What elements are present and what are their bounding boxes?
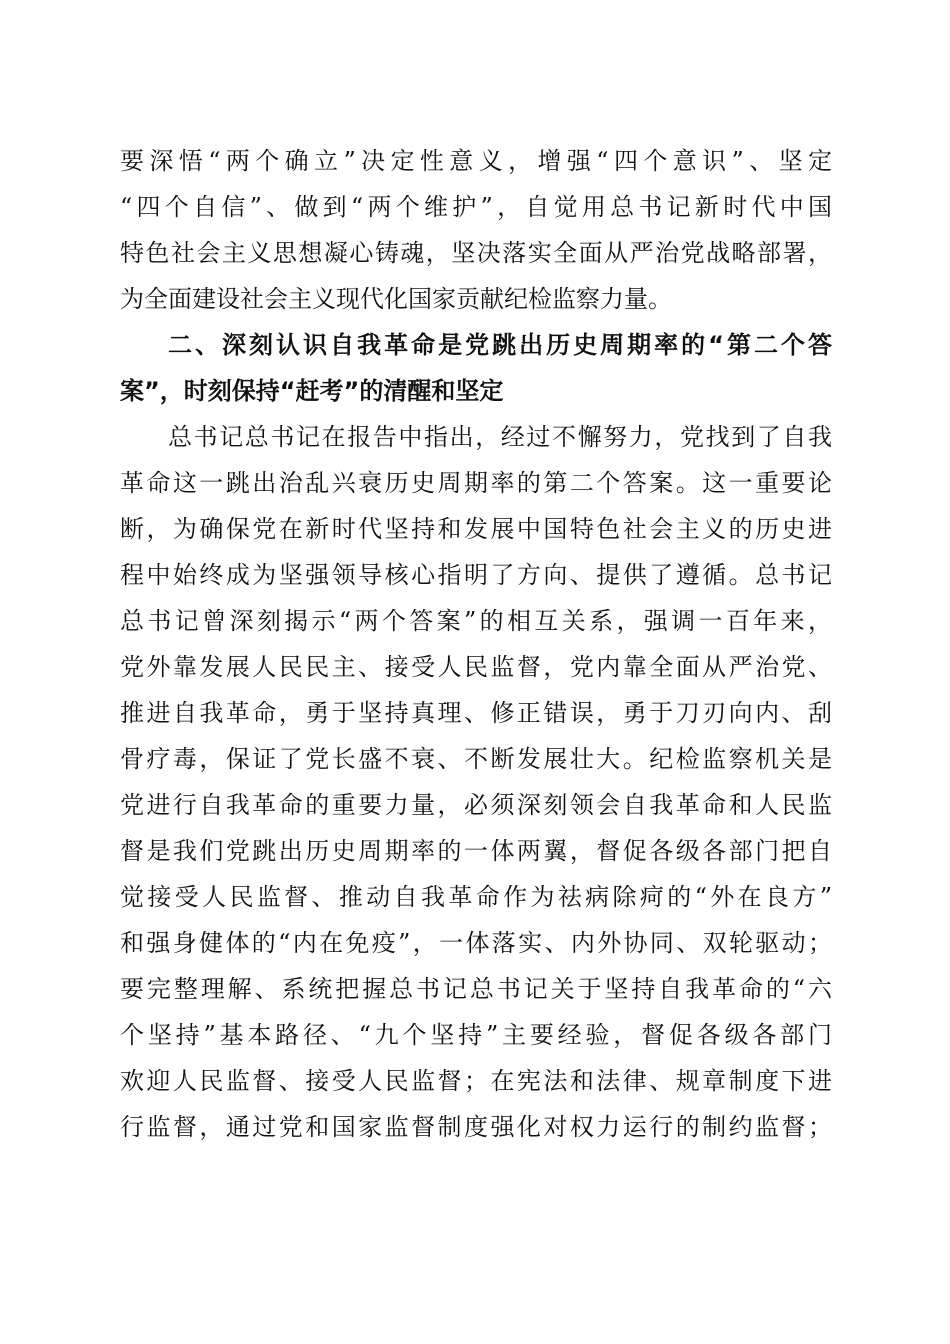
- paragraph-2-line-14: 个坚持”基本路径、“九个坚持”主要经验，督促各级各部门: [120, 1021, 832, 1049]
- paragraph-2-line-11: 觉接受人民监督、推动自我革命作为祛病除疴的“外在良方”: [120, 883, 832, 911]
- paragraph-1-line-2: “四个自信”、做到“两个维护”，自觉用总书记新时代中国: [120, 193, 832, 221]
- paragraph-2-line-9: 党进行自我革命的重要力量，必须深刻领会自我革命和人民监: [120, 791, 832, 819]
- paragraph-2-line-3: 断，为确保党在新时代坚持和发展中国特色社会主义的历史进: [120, 515, 832, 543]
- paragraph-2-line-4: 程中始终成为坚强领导核心指明了方向、提供了遵循。总书记: [120, 561, 832, 589]
- paragraph-2-line-15: 欢迎人民监督、接受人民监督；在宪法和法律、规章制度下进: [120, 1067, 832, 1095]
- paragraph-1-line-1: 要深悟“两个确立”决定性意义，增强“四个意识”、坚定: [120, 147, 832, 175]
- paragraph-2-line-5: 总书记曾深刻揭示“两个答案”的相互关系，强调一百年来，: [120, 607, 832, 635]
- paragraph-1-line-3: 特色社会主义思想凝心铸魂，坚决落实全面从严治党战略部署，: [120, 239, 832, 267]
- paragraph-2-line-10: 督是我们党跳出历史周期率的一体两翼，督促各级各部门把自: [120, 837, 832, 865]
- paragraph-2-line-13: 要完整理解、系统把握总书记总书记关于坚持自我革命的“六: [120, 975, 832, 1003]
- section-heading-line-1: 二、深刻认识自我革命是党跳出历史周期率的“第二个答: [168, 331, 832, 359]
- section-heading-line-2: 案”，时刻保持“赶考”的清醒和坚定: [120, 377, 504, 405]
- paragraph-2-line-8: 骨疗毒，保证了党长盛不衰、不断发展壮大。纪检监察机关是: [120, 745, 832, 773]
- paragraph-2-line-2: 革命这一跳出治乱兴衰历史周期率的第二个答案。这一重要论: [120, 469, 832, 497]
- paragraph-1-line-4: 为全面建设社会主义现代化国家贡献纪检监察力量。: [120, 285, 672, 313]
- paragraph-2-line-12: 和强身健体的“内在免疫”，一体落实、内外协同、双轮驱动；: [120, 929, 832, 957]
- paragraph-2-line-1: 总书记总书记在报告中指出，经过不懈努力，党找到了自我: [168, 423, 832, 451]
- paragraph-2-line-7: 推进自我革命，勇于坚持真理、修正错误，勇于刀刃向内、刮: [120, 699, 832, 727]
- paragraph-2-line-16: 行监督，通过党和国家监督制度强化对权力运行的制约监督；: [120, 1113, 832, 1141]
- paragraph-2-line-6: 党外靠发展人民民主、接受人民监督，党内靠全面从严治党、: [120, 653, 832, 681]
